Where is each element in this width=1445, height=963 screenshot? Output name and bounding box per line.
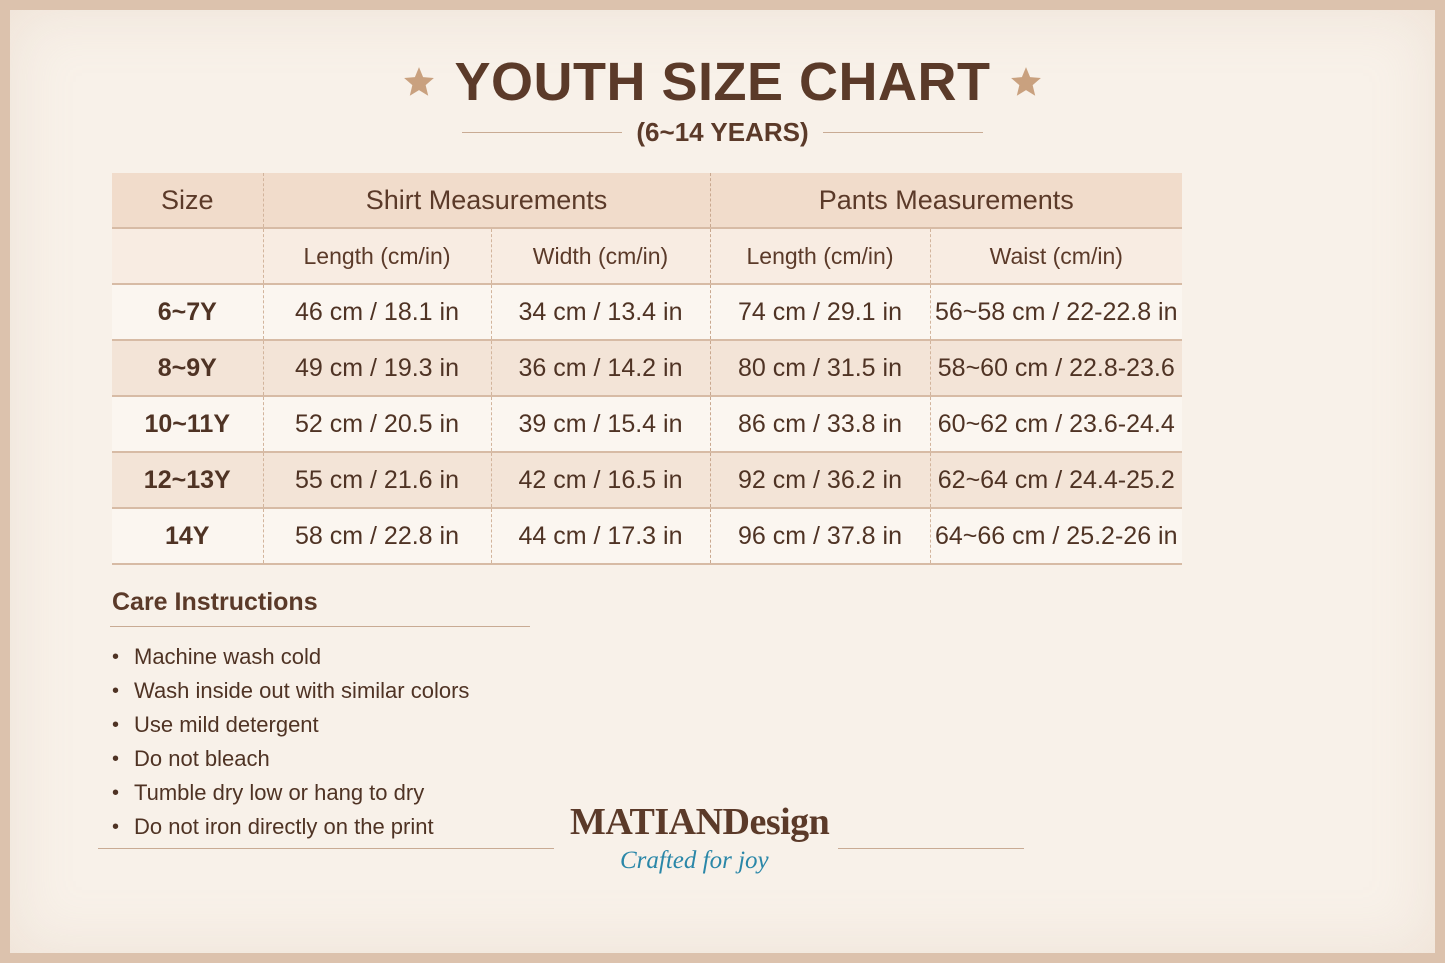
pants-length-cell: 86 cm / 33.8 in bbox=[710, 396, 930, 452]
waist-cell: 60~62 cm / 23.6-24.4 bbox=[930, 396, 1182, 452]
waist-cell: 56~58 cm / 22-22.8 in bbox=[930, 284, 1182, 340]
page-title: YOUTH SIZE CHART bbox=[454, 52, 991, 112]
list-item bbox=[112, 742, 469, 776]
shirt-length-cell: 55 cm / 21.6 in bbox=[263, 452, 491, 508]
care-item-text: Tumble dry low or hang to dry bbox=[134, 780, 425, 805]
bullet-icon: • bbox=[112, 646, 120, 668]
empty-header-cell bbox=[112, 228, 263, 284]
size-column-header: Size bbox=[112, 173, 263, 228]
care-item-text: Machine wash cold bbox=[134, 644, 322, 669]
shirt-length-header: Length (cm/in) bbox=[263, 228, 491, 284]
table-row bbox=[112, 284, 1182, 340]
star-icon bbox=[1009, 65, 1043, 99]
pants-length-cell: 74 cm / 29.1 in bbox=[710, 284, 930, 340]
pants-length-header: Length (cm/in) bbox=[710, 228, 930, 284]
pants-length-cell: 92 cm / 36.2 in bbox=[710, 452, 930, 508]
table-row bbox=[112, 452, 1182, 508]
size-cell: 6~7Y bbox=[112, 284, 263, 340]
table-row bbox=[112, 508, 1182, 564]
pants-measurements-header: Pants Measurements bbox=[710, 173, 1182, 228]
divider bbox=[823, 132, 983, 133]
table-row bbox=[112, 396, 1182, 452]
care-instructions-list bbox=[112, 640, 469, 844]
care-instructions-title: Care Instructions bbox=[112, 588, 318, 616]
waist-header: Waist (cm/in) bbox=[930, 228, 1182, 284]
list-item bbox=[112, 776, 469, 810]
brand-tagline: Crafted for joy bbox=[620, 847, 769, 874]
shirt-length-cell: 52 cm / 20.5 in bbox=[263, 396, 491, 452]
bullet-icon: • bbox=[112, 816, 120, 838]
shirt-measurements-header: Shirt Measurements bbox=[263, 173, 710, 228]
waist-cell: 58~60 cm / 22.8-23.6 bbox=[930, 340, 1182, 396]
subtitle-row bbox=[0, 114, 1445, 150]
shirt-width-cell: 42 cm / 16.5 in bbox=[491, 452, 710, 508]
shirt-width-header: Width (cm/in) bbox=[491, 228, 710, 284]
list-item bbox=[112, 674, 469, 708]
star-icon bbox=[402, 65, 436, 99]
care-item-text: Do not bleach bbox=[134, 746, 270, 771]
pants-length-cell: 80 cm / 31.5 in bbox=[710, 340, 930, 396]
care-item-text: Use mild detergent bbox=[134, 712, 319, 737]
shirt-width-cell: 36 cm / 14.2 in bbox=[491, 340, 710, 396]
divider bbox=[838, 848, 1024, 849]
size-table bbox=[112, 173, 1182, 565]
size-cell: 14Y bbox=[112, 508, 263, 564]
size-cell: 12~13Y bbox=[112, 452, 263, 508]
divider bbox=[110, 626, 530, 627]
divider bbox=[98, 848, 554, 849]
shirt-length-cell: 58 cm / 22.8 in bbox=[263, 508, 491, 564]
size-cell: 8~9Y bbox=[112, 340, 263, 396]
shirt-width-cell: 39 cm / 15.4 in bbox=[491, 396, 710, 452]
care-item-text: Do not iron directly on the print bbox=[134, 814, 434, 839]
page-subtitle: (6~14 YEARS) bbox=[636, 116, 809, 147]
bullet-icon: • bbox=[112, 680, 120, 702]
shirt-length-cell: 46 cm / 18.1 in bbox=[263, 284, 491, 340]
table-sub-header-row bbox=[112, 228, 1182, 284]
size-cell: 10~11Y bbox=[112, 396, 263, 452]
bullet-icon: • bbox=[112, 714, 120, 736]
title-row bbox=[0, 52, 1445, 112]
care-item-text: Wash inside out with similar colors bbox=[134, 678, 470, 703]
brand-logo: MATIANDesign bbox=[570, 801, 830, 843]
list-item bbox=[112, 708, 469, 742]
shirt-length-cell: 49 cm / 19.3 in bbox=[263, 340, 491, 396]
list-item bbox=[112, 640, 469, 674]
waist-cell: 64~66 cm / 25.2-26 in bbox=[930, 508, 1182, 564]
table-row bbox=[112, 340, 1182, 396]
bullet-icon: • bbox=[112, 748, 120, 770]
divider bbox=[462, 132, 622, 133]
list-item bbox=[112, 810, 469, 844]
shirt-width-cell: 44 cm / 17.3 in bbox=[491, 508, 710, 564]
shirt-width-cell: 34 cm / 13.4 in bbox=[491, 284, 710, 340]
pants-length-cell: 96 cm / 37.8 in bbox=[710, 508, 930, 564]
waist-cell: 62~64 cm / 24.4-25.2 bbox=[930, 452, 1182, 508]
table-group-header-row bbox=[112, 173, 1182, 228]
bullet-icon: • bbox=[112, 782, 120, 804]
